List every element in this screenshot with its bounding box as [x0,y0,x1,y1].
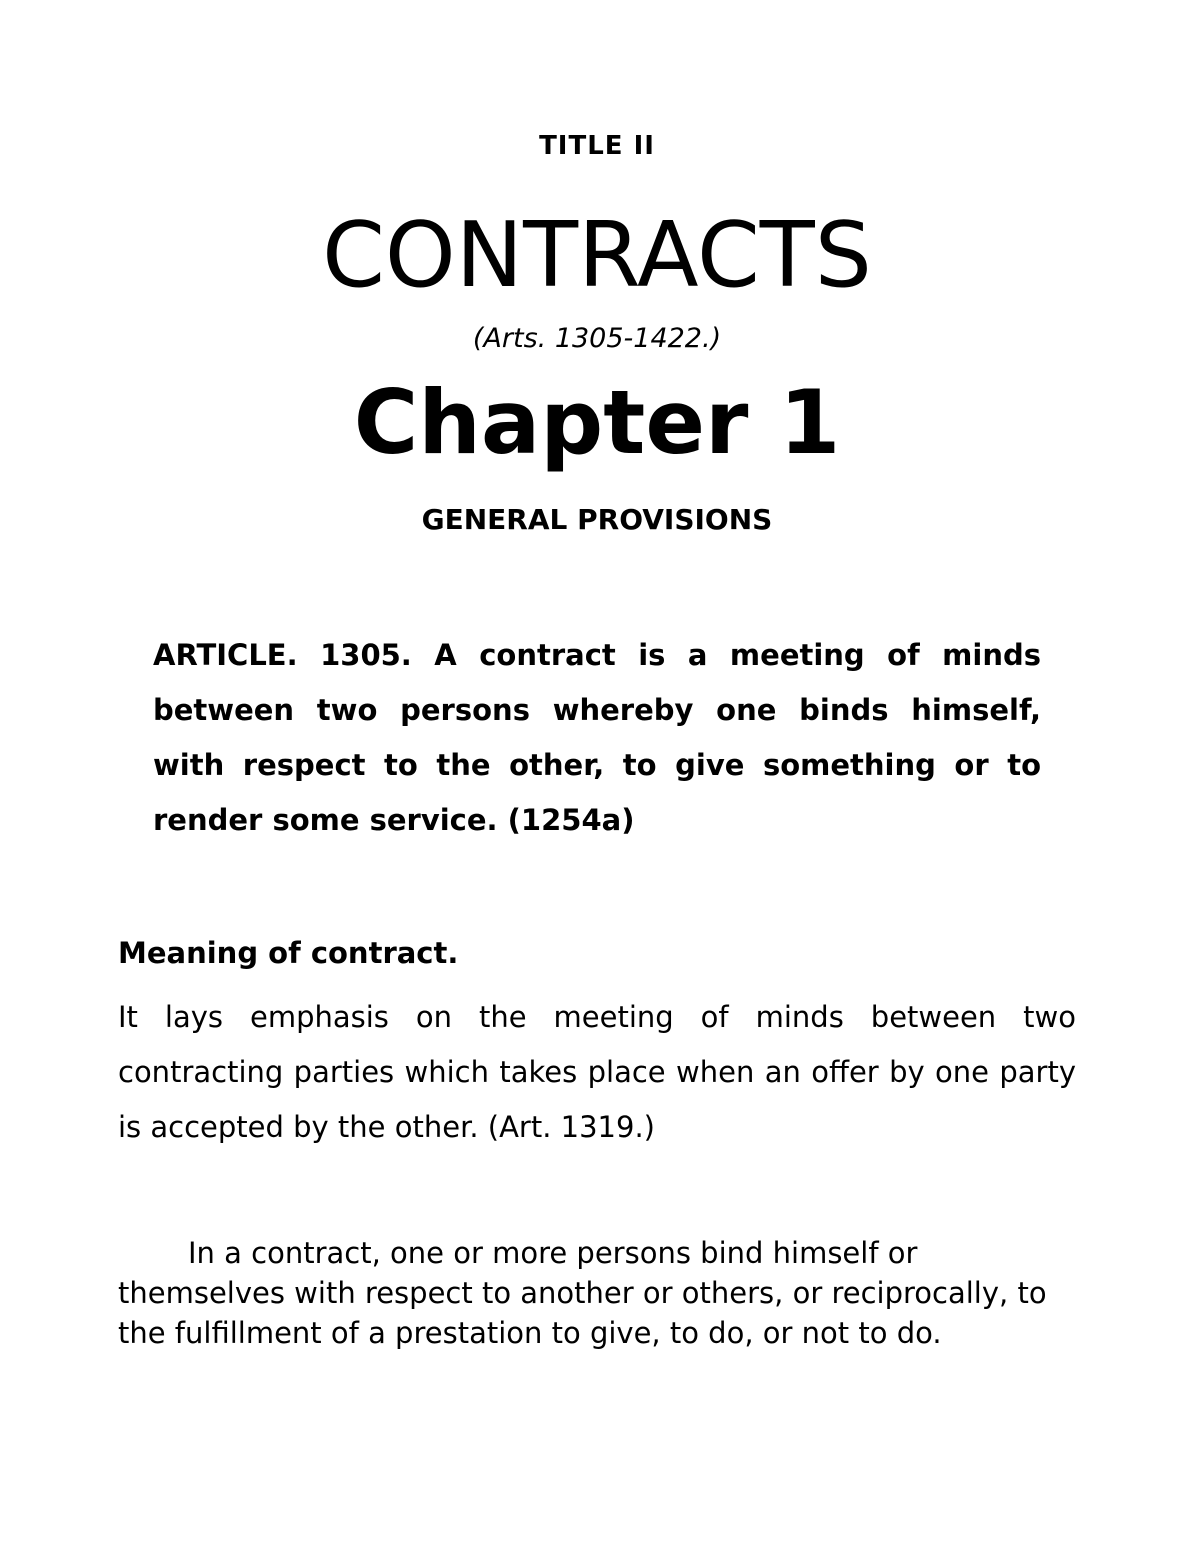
chapter-heading: Chapter 1 [353,371,841,474]
section-body: It lays emphasis on the meeting of minds between two contracting parties which takes place when an offer by one party is accepted by the other. (Art. 1319.) [118,1000,1076,1144]
section-heading: Meaning of contract. [118,936,459,970]
body-paragraph: In a contract, one or more persons bind himself or themselves with respect to another or others, or reciprocally, to the fulfillment of a prestation to give, to do, or not to do. [118,1236,1047,1350]
main-title: CONTRACTS [322,203,872,308]
articles-range-subtitle: (Arts. 1305-1422.) [472,323,722,354]
article-text: ARTICLE. 1305. A contract is a meeting of minds between two persons whereby one binds himself, with respect to the other, to give something or to render some service. (1254a) [153,638,1041,837]
title-label: TITLE II [539,131,655,161]
chapter-subtitle: GENERAL PROVISIONS [421,503,773,536]
